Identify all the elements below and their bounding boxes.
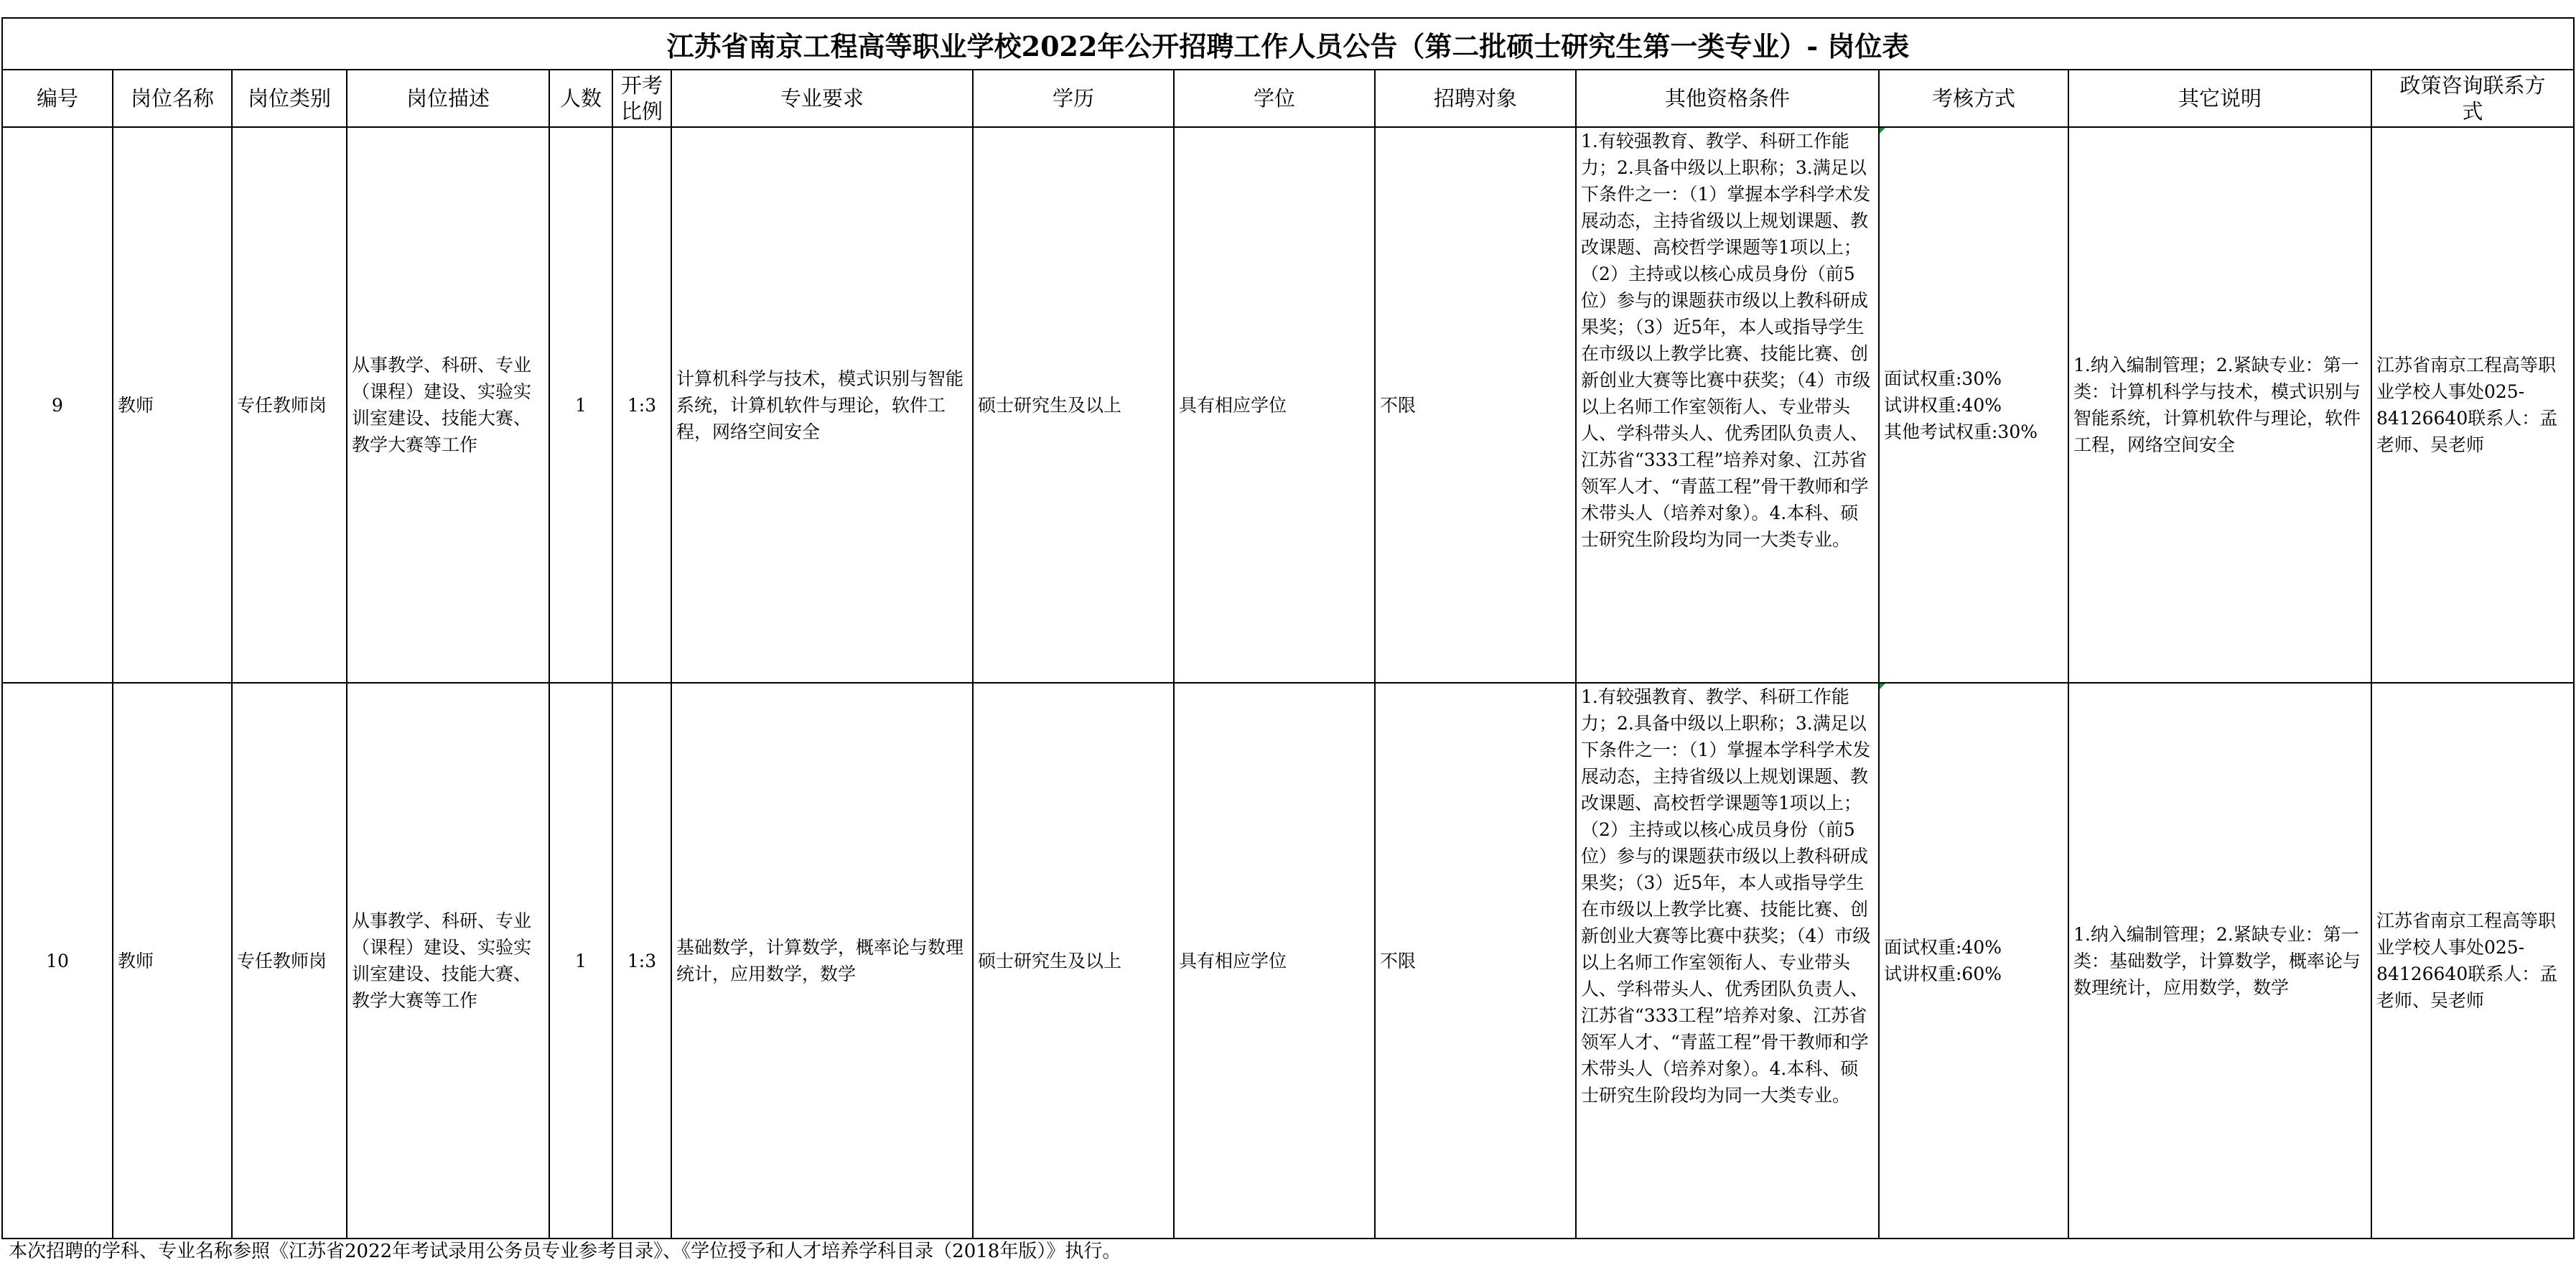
cell-count: 1 [549,127,612,683]
header-exam: 考核方式 [1879,70,2068,127]
cell-id: 9 [2,127,113,683]
cell-education: 硕士研究生及以上 [973,683,1174,1239]
cell-target: 不限 [1375,127,1576,683]
cell-name: 教师 [113,683,232,1239]
header-contact: 政策咨询联系方 式 [2371,70,2574,127]
table-row [2,683,2574,1239]
cell-conditions [1576,127,1879,683]
cell-category: 专任教师岗 [232,127,347,683]
cell-education: 硕士研究生及以上 [973,127,1174,683]
header-target: 招聘对象 [1375,70,1576,127]
cell-id: 10 [2,683,113,1239]
cell-exam [1879,683,2068,1239]
cell-other: 1.纳入编制管理；2.紧缺专业：第一类：基础数学，计算数学，概率论与数理统计，应用数学，数学 [2068,683,2371,1239]
conditions-text: 1.有较强教育、教学、科研工作能力；2.具备中级以上职称；3.满足以下条件之一：（1）掌握本学科学术发展动态，主持省级以上规划课题、教改课题、高校哲学课题等1项以上；（2）主持或以核心成员身份（前5位）参与的课题获市级以上教科研成果奖；（3）近5年，本人或指导学生在市级以上教学比赛、技能比赛、创新创业大赛等比赛中获奖；（4）市级以上名师工作室领衔人、专业带头人、学科带头人、优秀团队负责人、江苏省“333工程”培养对象、江苏省领军人才、“青蓝工程”骨干教师和学术带头人（培养对象）。4.本科、硕士研究生阶段均为同一大类专业。 [1581,686,1871,1106]
cell-name: 教师 [113,127,232,683]
cell-exam [1879,127,2068,683]
header-ratio: 开考 比例 [612,70,671,127]
header-row [2,70,2574,127]
cell-ratio: 1:3 [612,683,671,1239]
header-category: 岗位类别 [232,70,347,127]
cell-contact: 江苏省南京工程高等职业学校人事处025-84126640联系人：孟老师、吴老师 [2371,683,2574,1239]
cell-contact: 江苏省南京工程高等职业学校人事处025-84126640联系人：孟老师、吴老师 [2371,127,2574,683]
exam-text: 面试权重:30% 试讲权重:40% 其他考试权重:30% [1884,368,2038,442]
cell-major: 基础数学，计算数学，概率论与数理统计，应用数学，数学 [671,683,973,1239]
cell-degree: 具有相应学位 [1174,127,1375,683]
cell-major: 计算机科学与技术，模式识别与智能系统，计算机软件与理论，软件工程，网络空间安全 [671,127,973,683]
cell-category: 专任教师岗 [232,683,347,1239]
header-major: 专业要求 [671,70,973,127]
cell-degree: 具有相应学位 [1174,683,1375,1239]
comment-marker-icon [1880,684,1885,689]
position-table [1,17,2575,1239]
header-degree: 学位 [1174,70,1375,127]
footnote: 本次招聘的学科、专业名称参照《江苏省2022年考试录用公务员专业参考目录》、《学位授予和人才培养学科目录（2018年版）》执行。 [9,1241,1121,1262]
cell-conditions [1576,683,1879,1239]
cell-other: 1.纳入编制管理；2.紧缺专业：第一类：计算机科学与技术，模式识别与智能系统，计算机软件与理论，软件工程，网络空间安全 [2068,127,2371,683]
cell-target: 不限 [1375,683,1576,1239]
page-title: 江苏省南京工程高等职业学校2022年公开招聘工作人员公告（第二批硕士研究生第一类专业）- 岗位表 [2,18,2574,70]
header-id: 编号 [2,70,113,127]
cell-count: 1 [549,683,612,1239]
header-conditions: 其他资格条件 [1576,70,1879,127]
comment-marker-icon [1880,128,1885,134]
header-name: 岗位名称 [113,70,232,127]
cell-description: 从事教学、科研、专业（课程）建设、实验实训室建设、技能大赛、教学大赛等工作 [347,127,549,683]
table-row [2,127,2574,683]
header-other: 其它说明 [2068,70,2371,127]
header-education: 学历 [973,70,1174,127]
cell-description: 从事教学、科研、专业（课程）建设、实验实训室建设、技能大赛、教学大赛等工作 [347,683,549,1239]
exam-text: 面试权重:40% 试讲权重:60% [1884,937,2002,984]
header-description: 岗位描述 [347,70,549,127]
cell-ratio: 1:3 [612,127,671,683]
conditions-text: 1.有较强教育、教学、科研工作能力；2.具备中级以上职称；3.满足以下条件之一：（1）掌握本学科学术发展动态，主持省级以上规划课题、教改课题、高校哲学课题等1项以上；（2）主持或以核心成员身份（前5位）参与的课题获市级以上教科研成果奖；（3）近5年，本人或指导学生在市级以上教学比赛、技能比赛、创新创业大赛等比赛中获奖；（4）市级以上名师工作室领衔人、专业带头人、学科带头人、优秀团队负责人、江苏省“333工程”培养对象、江苏省领军人才、“青蓝工程”骨干教师和学术带头人（培养对象）。4.本科、硕士研究生阶段均为同一大类专业。 [1581,131,1871,550]
header-count: 人数 [549,70,612,127]
